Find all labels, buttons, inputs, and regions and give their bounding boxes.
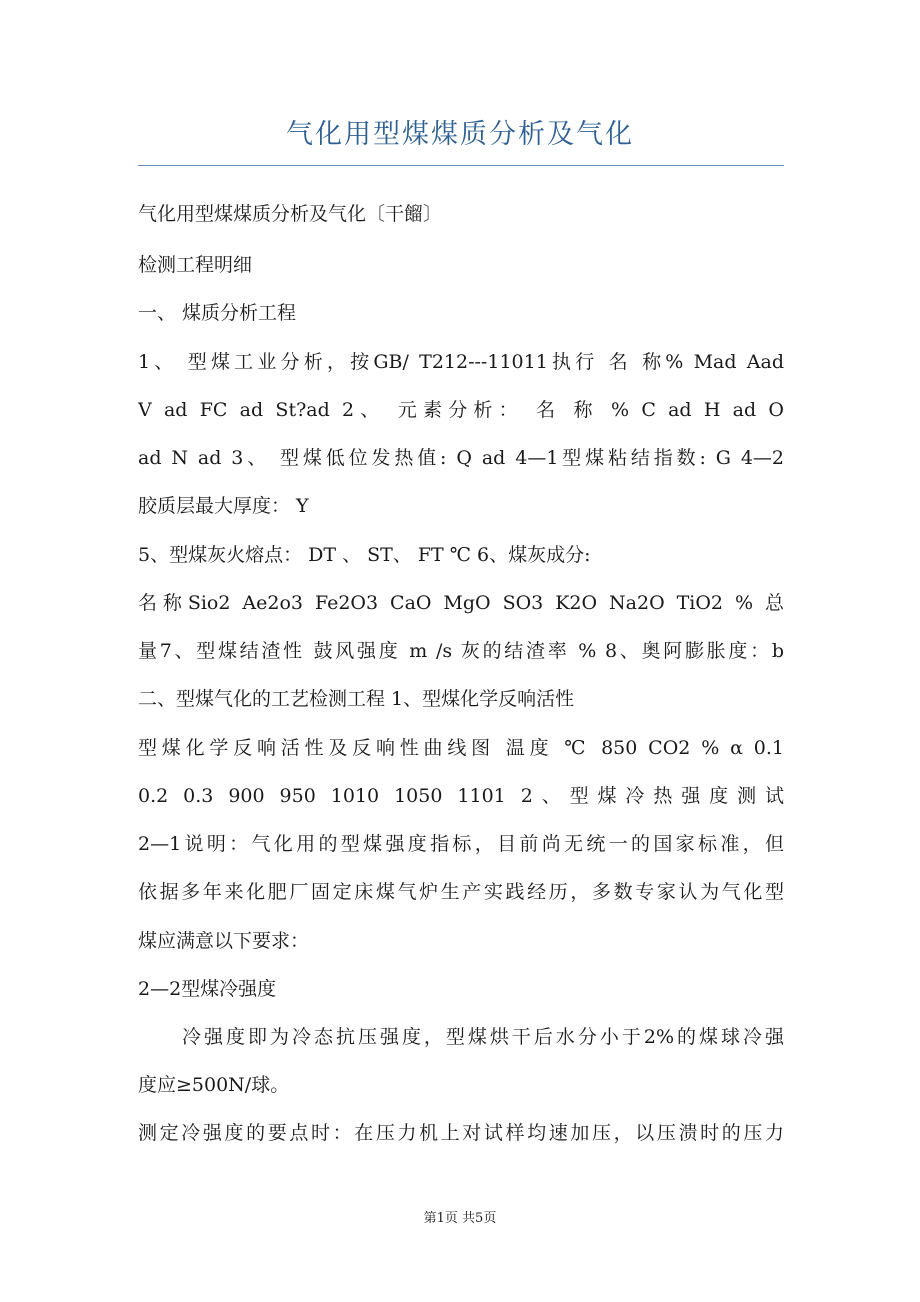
page-number: 第1页 共5页 xyxy=(423,1211,497,1226)
body-line-2: 检测工程明细 xyxy=(138,254,253,276)
document-title: 气化用型煤煤质分析及气化 xyxy=(286,119,634,150)
body-line-4: 1、 型煤工业分析，按GB/ T212---11011执行 名 称% Mad Aad xyxy=(138,351,784,373)
body-line-12: 型煤化学反响活性及反响性曲线图 温度 ℃ 850 CO2 % α 0.1 xyxy=(138,737,784,759)
body-line-6: ad N ad 3、 型煤低位发热值: Q ad 4—1型煤粘结指数: G 4—2 xyxy=(138,447,784,469)
body-line-10: 量7、型煤结渣性 鼓风强度 m /s 灰的结渣率 % 8、奥阿膨胀度：b xyxy=(138,640,784,662)
body-line-15: 依据多年来化肥厂固定床煤气炉生产实践经历，多数专家认为气化型 xyxy=(138,881,784,903)
body-line-1: 气化用型煤煤质分析及气化〔干餾〕 xyxy=(138,203,443,225)
body-line-7: 胶质层最大厚度： Y xyxy=(138,495,309,517)
body-line-18: 冷强度即为冷态抗压强度，型煤烘干后水分小于2%的煤球冷强 xyxy=(182,1026,784,1048)
body-line-14: 2—1说明：气化用的型煤强度指标，目前尚无统一的国家标准，但 xyxy=(138,833,784,855)
title-divider xyxy=(138,165,784,166)
body-line-5: V ad FC ad St?ad 2、 元素分析： 名 称 % C ad H ad O xyxy=(138,399,784,421)
section-heading-1: 一、 煤质分析工程 xyxy=(138,302,297,324)
body-line-9: 名称Sio2 Ae2o3 Fe2O3 CaO MgO SO3 K2O Na2O TiO2 % 总 xyxy=(138,592,784,614)
section-heading-2: 二、型煤气化的工艺检测工程 1、型煤化学反响活性 xyxy=(138,688,575,710)
subsection-heading: 2—2型煤冷强度 xyxy=(138,978,277,1000)
body-line-13: 0.2 0.3 900 950 1010 1050 1101 2、型煤冷热强度测试 xyxy=(138,785,784,807)
body-line-20: 测定冷强度的要点时：在压力机上对试样均速加压，以压溃时的压力 xyxy=(138,1122,784,1144)
body-line-16: 煤应满意以下要求： xyxy=(138,930,310,952)
body-line-8: 5、型煤灰火熔点： DT 、 ST、 FT ℃ 6、煤灰成分: xyxy=(138,544,591,566)
body-line-19: 度应≥500N/球。 xyxy=(138,1074,290,1096)
